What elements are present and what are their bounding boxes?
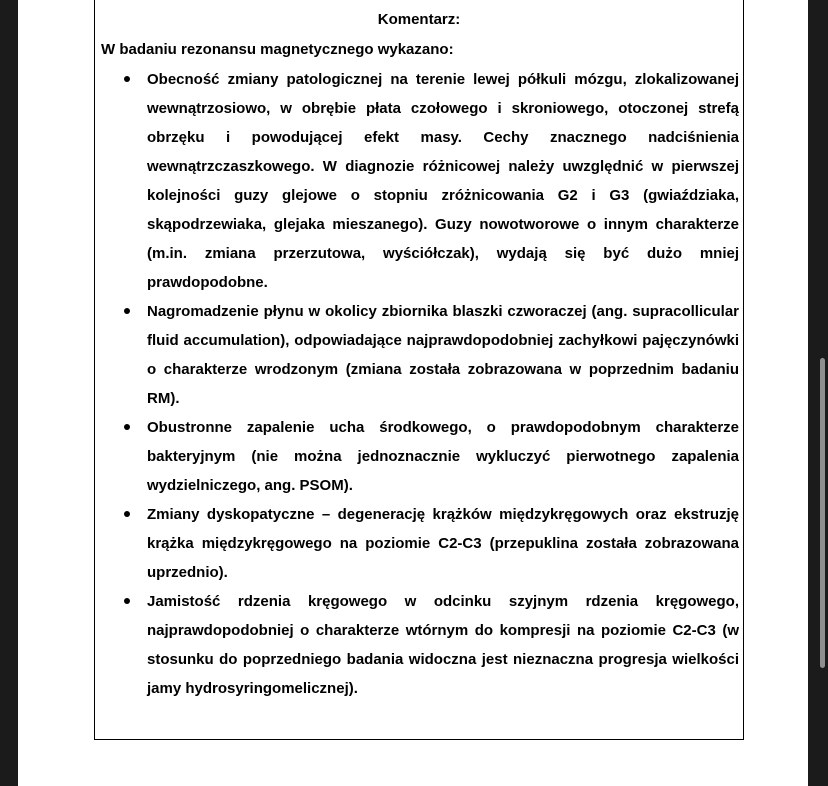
bullet-icon xyxy=(124,76,130,82)
bullet-icon xyxy=(124,511,130,517)
scrollbar-thumb[interactable] xyxy=(820,358,825,668)
comment-box xyxy=(94,0,744,740)
bullet-icon xyxy=(124,424,130,430)
finding-item xyxy=(95,413,745,500)
document-page xyxy=(18,0,808,786)
comment-heading: Komentarz: xyxy=(377,11,461,28)
finding-text: Obustronne zapalenie ucha środkowego, o prawdopodobnym charakterze bakteryjnym (nie można jednoznacznie wykluczyć pierwotnego zapalenia wydzielniczego, ang. PSOM). xyxy=(147,419,739,494)
finding-text: Obecność zmiany patologicznej na terenie lewej półkuli mózgu, zlokalizowanej wewnątrzosiowo, w obrębie płata czołowego i skroniowego, otoczonej strefą obrzęku i powodującej efekt masy. Cechy znacznego nadciśnienia wewnątrzczaszkowego. W diagnozie różnicowej należy uwzględnić w pierwszej kolejności guzy glejowe o stopniu zróżnicowania G2 i G3 (gwiaździaka, skąpodrzewiaka, glejaka mieszanego). Guzy nowotworowe o innym charakterze (m.in. zmiana przerzutowa, wyściółczak), wydają się być dużo mniej prawdopodobne. xyxy=(147,71,739,291)
finding-item xyxy=(95,297,745,413)
finding-item xyxy=(95,500,745,587)
vertical-scrollbar[interactable] xyxy=(818,0,828,786)
bullet-icon xyxy=(124,598,130,604)
finding-item xyxy=(95,65,745,297)
finding-text: Nagromadzenie płynu w okolicy zbiornika blaszki czworaczej (ang. supracollicular fluid accumulation), odpowiadające najprawdopodobniej zachyłkowi pajęczynówki o charakterze wrodzonym (zmiana została zobrazowana w poprzednim badaniu RM). xyxy=(147,303,739,407)
bullet-icon xyxy=(124,308,130,314)
finding-text: Zmiany dyskopatyczne – degenerację krążków międzykręgowych oraz ekstruzję krążka międzykręgowego na poziomie C2-C3 (przepuklina została zobrazowana uprzednio). xyxy=(147,506,739,581)
findings-list xyxy=(95,65,745,703)
finding-item xyxy=(95,587,745,703)
comment-intro: W badaniu rezonansu magnetycznego wykazano: xyxy=(101,41,454,58)
finding-text: Jamistość rdzenia kręgowego w odcinku szyjnym rdzenia kręgowego, najprawdopodobniej o charakterze wtórnym do kompresji na poziomie C2-C3 (w stosunku do poprzedniego badania widoczna jest nieznaczna progresja wielkości jamy hydrosyringomelicznej). xyxy=(147,593,739,697)
